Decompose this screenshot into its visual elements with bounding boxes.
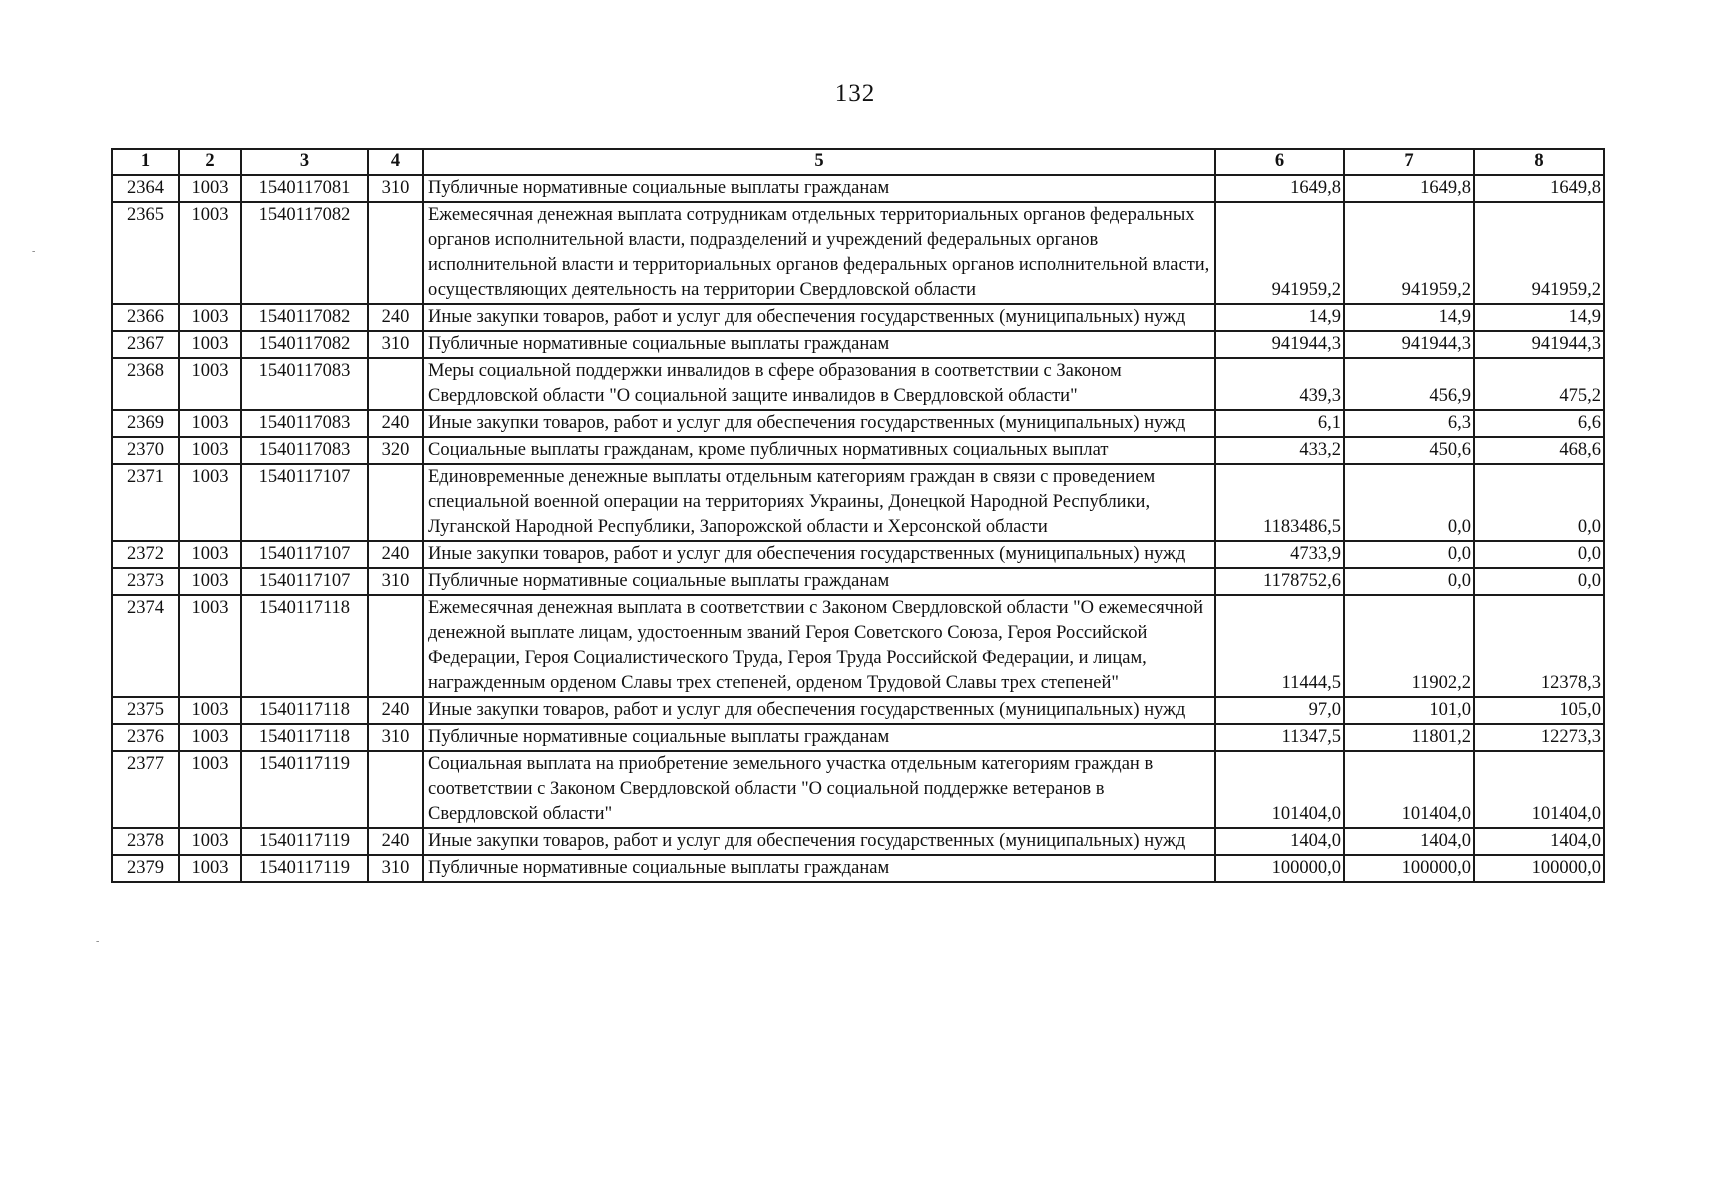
amount-col6-cell: 4733,9 — [1215, 541, 1344, 568]
column-header: 7 — [1344, 149, 1474, 175]
amount-col6-cell: 941959,2 — [1215, 202, 1344, 304]
row-number-cell: 2369 — [112, 410, 179, 437]
target-code-cell: 1540117119 — [241, 828, 368, 855]
column-header: 3 — [241, 149, 368, 175]
chapter-code-cell: 1003 — [179, 568, 241, 595]
chapter-code-cell: 1003 — [179, 697, 241, 724]
target-code-cell: 1540117118 — [241, 724, 368, 751]
item-name-cell: Иные закупки товаров, работ и услуг для обеспечения государственных (муниципальных) нужд — [423, 541, 1215, 568]
amount-col8-cell: 468,6 — [1474, 437, 1604, 464]
amount-col7-cell: 941944,3 — [1344, 331, 1474, 358]
target-code-cell: 1540117082 — [241, 304, 368, 331]
item-name-cell: Иные закупки товаров, работ и услуг для обеспечения государственных (муниципальных) нужд — [423, 697, 1215, 724]
amount-col7-cell: 1404,0 — [1344, 828, 1474, 855]
table-row — [112, 464, 1604, 541]
amount-col6-cell: 97,0 — [1215, 697, 1344, 724]
row-number-cell: 2365 — [112, 202, 179, 304]
amount-col6-cell: 14,9 — [1215, 304, 1344, 331]
expense-type-cell — [368, 358, 423, 410]
expense-type-cell: 310 — [368, 724, 423, 751]
amount-col6-cell: 1183486,5 — [1215, 464, 1344, 541]
item-name-cell: Социальная выплата на приобретение земельного участка отдельным категориям граждан в соответствии с Законом Свердловской области "О социальной поддержке ветеранов в Свердловской области" — [423, 751, 1215, 828]
amount-col8-cell: 1404,0 — [1474, 828, 1604, 855]
chapter-code-cell: 1003 — [179, 331, 241, 358]
header-row — [112, 149, 1604, 175]
amount-col8-cell: 12273,3 — [1474, 724, 1604, 751]
row-number-cell: 2364 — [112, 175, 179, 202]
target-code-cell: 1540117107 — [241, 464, 368, 541]
column-header: 5 — [423, 149, 1215, 175]
item-name-cell: Единовременные денежные выплаты отдельным категориям граждан в связи с проведением специальной военной операции на территориях Украины, Донецкой Народной Республики, Луганской Народной Республики, Запорожской области и Херсонской области — [423, 464, 1215, 541]
target-code-cell: 1540117107 — [241, 541, 368, 568]
amount-col6-cell: 11444,5 — [1215, 595, 1344, 697]
expense-type-cell: 310 — [368, 331, 423, 358]
row-number-cell: 2372 — [112, 541, 179, 568]
amount-col7-cell: 101,0 — [1344, 697, 1474, 724]
expense-type-cell: 310 — [368, 855, 423, 882]
item-name-cell: Публичные нормативные социальные выплаты гражданам — [423, 724, 1215, 751]
amount-col8-cell: 941959,2 — [1474, 202, 1604, 304]
amount-col8-cell: 0,0 — [1474, 541, 1604, 568]
item-name-cell: Меры социальной поддержки инвалидов в сфере образования в соответствии с Законом Свердловской области "О социальной защите инвалидов в Свердловской области" — [423, 358, 1215, 410]
amount-col8-cell: 100000,0 — [1474, 855, 1604, 882]
chapter-code-cell: 1003 — [179, 595, 241, 697]
target-code-cell: 1540117118 — [241, 595, 368, 697]
expense-type-cell: 310 — [368, 175, 423, 202]
table-row — [112, 855, 1604, 882]
amount-col8-cell: 0,0 — [1474, 464, 1604, 541]
scan-mark-top: - — [32, 246, 36, 257]
expense-type-cell — [368, 751, 423, 828]
target-code-cell: 1540117081 — [241, 175, 368, 202]
item-name-cell: Социальные выплаты гражданам, кроме публичных нормативных социальных выплат — [423, 437, 1215, 464]
table-body — [112, 175, 1604, 882]
expense-type-cell: 240 — [368, 541, 423, 568]
column-header: 6 — [1215, 149, 1344, 175]
target-code-cell: 1540117083 — [241, 410, 368, 437]
row-number-cell: 2374 — [112, 595, 179, 697]
amount-col6-cell: 941944,3 — [1215, 331, 1344, 358]
chapter-code-cell: 1003 — [179, 175, 241, 202]
amount-col7-cell: 0,0 — [1344, 568, 1474, 595]
target-code-cell: 1540117082 — [241, 331, 368, 358]
item-name-cell: Ежемесячная денежная выплата сотрудникам отдельных территориальных органов федеральных органов исполнительной власти, подразделений и учреждений федеральных органов исполнительной власти и территориальных органов федеральных органов исполнительной власти, осуществляющих деятельность на территории Свердловской области — [423, 202, 1215, 304]
amount-col7-cell: 14,9 — [1344, 304, 1474, 331]
row-number-cell: 2371 — [112, 464, 179, 541]
column-header: 8 — [1474, 149, 1604, 175]
expense-type-cell — [368, 202, 423, 304]
amount-col7-cell: 450,6 — [1344, 437, 1474, 464]
expense-type-cell — [368, 464, 423, 541]
amount-col7-cell: 6,3 — [1344, 410, 1474, 437]
row-number-cell: 2375 — [112, 697, 179, 724]
amount-col8-cell: 475,2 — [1474, 358, 1604, 410]
item-name-cell: Иные закупки товаров, работ и услуг для обеспечения государственных (муниципальных) нужд — [423, 410, 1215, 437]
table-row — [112, 175, 1604, 202]
target-code-cell: 1540117107 — [241, 568, 368, 595]
chapter-code-cell: 1003 — [179, 464, 241, 541]
table-row — [112, 541, 1604, 568]
table-row — [112, 304, 1604, 331]
amount-col8-cell: 6,6 — [1474, 410, 1604, 437]
scan-mark-bottom: - — [96, 936, 100, 947]
target-code-cell: 1540117083 — [241, 437, 368, 464]
expense-type-cell: 240 — [368, 410, 423, 437]
amount-col8-cell: 105,0 — [1474, 697, 1604, 724]
chapter-code-cell: 1003 — [179, 724, 241, 751]
chapter-code-cell: 1003 — [179, 358, 241, 410]
amount-col7-cell: 11902,2 — [1344, 595, 1474, 697]
chapter-code-cell: 1003 — [179, 304, 241, 331]
expense-type-cell: 320 — [368, 437, 423, 464]
target-code-cell: 1540117119 — [241, 855, 368, 882]
item-name-cell: Публичные нормативные социальные выплаты гражданам — [423, 855, 1215, 882]
expense-type-cell — [368, 595, 423, 697]
amount-col8-cell: 1649,8 — [1474, 175, 1604, 202]
item-name-cell: Иные закупки товаров, работ и услуг для обеспечения государственных (муниципальных) нужд — [423, 828, 1215, 855]
amount-col7-cell: 456,9 — [1344, 358, 1474, 410]
row-number-cell: 2378 — [112, 828, 179, 855]
row-number-cell: 2377 — [112, 751, 179, 828]
amount-col8-cell: 0,0 — [1474, 568, 1604, 595]
table-row — [112, 568, 1604, 595]
table-row — [112, 724, 1604, 751]
target-code-cell: 1540117082 — [241, 202, 368, 304]
chapter-code-cell: 1003 — [179, 751, 241, 828]
amount-col8-cell: 14,9 — [1474, 304, 1604, 331]
table-row — [112, 751, 1604, 828]
amount-col6-cell: 11347,5 — [1215, 724, 1344, 751]
amount-col7-cell: 101404,0 — [1344, 751, 1474, 828]
amount-col6-cell: 1178752,6 — [1215, 568, 1344, 595]
chapter-code-cell: 1003 — [179, 541, 241, 568]
expense-type-cell: 240 — [368, 697, 423, 724]
expense-type-cell: 240 — [368, 304, 423, 331]
row-number-cell: 2376 — [112, 724, 179, 751]
expense-type-cell: 240 — [368, 828, 423, 855]
column-header: 2 — [179, 149, 241, 175]
row-number-cell: 2367 — [112, 331, 179, 358]
table-row — [112, 595, 1604, 697]
amount-col6-cell: 433,2 — [1215, 437, 1344, 464]
column-header: 4 — [368, 149, 423, 175]
item-name-cell: Публичные нормативные социальные выплаты гражданам — [423, 331, 1215, 358]
table-row — [112, 358, 1604, 410]
budget-table — [111, 148, 1605, 883]
item-name-cell: Иные закупки товаров, работ и услуг для обеспечения государственных (муниципальных) нужд — [423, 304, 1215, 331]
row-number-cell: 2366 — [112, 304, 179, 331]
amount-col7-cell: 0,0 — [1344, 464, 1474, 541]
amount-col8-cell: 101404,0 — [1474, 751, 1604, 828]
chapter-code-cell: 1003 — [179, 855, 241, 882]
amount-col7-cell: 100000,0 — [1344, 855, 1474, 882]
row-number-cell: 2370 — [112, 437, 179, 464]
amount-col7-cell: 11801,2 — [1344, 724, 1474, 751]
column-header: 1 — [112, 149, 179, 175]
target-code-cell: 1540117083 — [241, 358, 368, 410]
table-row — [112, 828, 1604, 855]
chapter-code-cell: 1003 — [179, 828, 241, 855]
row-number-cell: 2379 — [112, 855, 179, 882]
table-row — [112, 410, 1604, 437]
row-number-cell: 2373 — [112, 568, 179, 595]
amount-col6-cell: 100000,0 — [1215, 855, 1344, 882]
target-code-cell: 1540117118 — [241, 697, 368, 724]
amount-col7-cell: 1649,8 — [1344, 175, 1474, 202]
amount-col6-cell: 6,1 — [1215, 410, 1344, 437]
chapter-code-cell: 1003 — [179, 202, 241, 304]
amount-col7-cell: 941959,2 — [1344, 202, 1474, 304]
expense-type-cell: 310 — [368, 568, 423, 595]
row-number-cell: 2368 — [112, 358, 179, 410]
amount-col6-cell: 101404,0 — [1215, 751, 1344, 828]
item-name-cell: Ежемесячная денежная выплата в соответствии с Законом Свердловской области "О ежемесячной денежной выплате лицам, удостоенным званий Героя Советского Союза, Героя Российской Федерации, Героя Социалистического Труда, Героя Труда Российской Федерации, и лицам, награжденным орденом Славы трех степеней, орденом Трудовой Славы трех степеней" — [423, 595, 1215, 697]
chapter-code-cell: 1003 — [179, 410, 241, 437]
item-name-cell: Публичные нормативные социальные выплаты гражданам — [423, 568, 1215, 595]
page-number: 132 — [834, 80, 876, 107]
amount-col6-cell: 1649,8 — [1215, 175, 1344, 202]
table-row — [112, 331, 1604, 358]
amount-col6-cell: 1404,0 — [1215, 828, 1344, 855]
chapter-code-cell: 1003 — [179, 437, 241, 464]
table-row — [112, 437, 1604, 464]
table-row — [112, 697, 1604, 724]
table-row — [112, 202, 1604, 304]
amount-col7-cell: 0,0 — [1344, 541, 1474, 568]
item-name-cell: Публичные нормативные социальные выплаты гражданам — [423, 175, 1215, 202]
target-code-cell: 1540117119 — [241, 751, 368, 828]
amount-col8-cell: 941944,3 — [1474, 331, 1604, 358]
amount-col6-cell: 439,3 — [1215, 358, 1344, 410]
amount-col8-cell: 12378,3 — [1474, 595, 1604, 697]
